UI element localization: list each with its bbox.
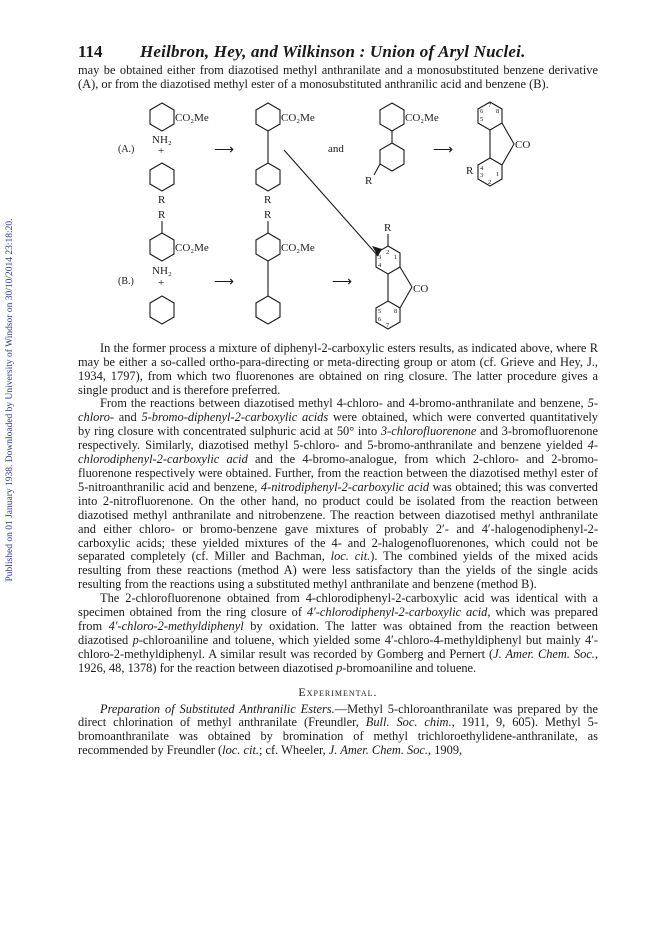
benzene-ring-b4 (256, 296, 280, 324)
paragraph-1: In the former process a mixture of diphenyl-2-carboxylic esters results, as indicated above, where R may be either a so-called ortho-para-directing or meta-directing group or atom (cf. Grieve and Hey, J., 1934, 1797), from which two fluorenones are obtained on ring closure. The latter procedure gives a single product and is therefore preferred. (78, 340, 598, 397)
and-text: and (328, 142, 344, 155)
italic-run: 5-chloro- (78, 396, 598, 425)
text-run: -bromoaniline and toluene. (342, 660, 477, 675)
paragraph-2 (78, 397, 598, 592)
text-run: The 2-chlorofluorenone obtained from 4-chlorodiphenyl-2-carboxylic acid was identical with a specimen obtained from the ring closure of (78, 591, 598, 620)
italic-run: 4′-chlorodiphenyl-2-carboxylic acid (306, 605, 488, 620)
fluorenone-bond (502, 144, 514, 165)
co-b: CO (413, 282, 429, 295)
paragraph-4 (78, 703, 598, 759)
text-run: and (114, 410, 142, 425)
arrow-b2: ⟶ (332, 274, 353, 290)
fluorenone-bond (400, 267, 412, 287)
arrow-b1: ⟶ (214, 274, 235, 290)
fluorenone-bond (400, 287, 412, 308)
benzene-ring-a6 (380, 143, 404, 171)
text-run: , which was prepared from (78, 605, 598, 633)
italic-run: 4-chlorodiphenyl-2-carboxylic acid (78, 438, 598, 467)
benzene-ring-a5 (380, 103, 404, 131)
text-run: , 1926, 48, 1378) for the reaction between diazotised (78, 646, 598, 675)
italic-run: J. Amer. Chem. Soc. (328, 743, 429, 758)
text-run: and 3-bromofluorenone respectively. Similarly, diazotised methyl 5-chloro- and 5-bromo-anthranilate and benzene yielded (78, 424, 598, 453)
text-run: -chloroaniline and toluene, which yielded some 4′-chloro-4-methyldiphenyl but mainly 4′-chloro-2-methyldiphenyl. A similar result was recorded by Gomberg and Pernert ( (78, 632, 598, 661)
nh2-a1: NH₂ (152, 133, 172, 146)
r-b1: R (158, 208, 166, 221)
download-notice: Published on 01 January 1938. Downloaded by University of Windsor on 30/10/2014 23:18:20. (5, 218, 15, 582)
italic-run: p (336, 660, 343, 675)
benzene-ring-b3 (256, 233, 280, 261)
pos-5: 5 (378, 307, 382, 315)
r-fluorenone-b: R (384, 221, 392, 234)
text-run: was obtained; this was converted into 2-nitrofluorenone. On the other hand, no product could be isolated from the reaction between diazotised methyl anthranilate and nitrobenzene. The reaction between diazotised methyl anthranilate and either chloro- or bromo-benzene gave mixtures of probably 2′- and 4′-halogenodiphenyl-2-carboxylic acids; these yielded mixtures of the 4- and 2-halogenofluorenones, which could not be separated completely (cf. Miller and Bachman, (78, 479, 598, 564)
benzene-ring-b1 (150, 233, 174, 261)
pos-8: 8 (496, 107, 500, 115)
pos-7: 7 (386, 321, 390, 329)
pos-3: 3 (480, 171, 484, 179)
pos-8: 8 (394, 307, 398, 315)
r-fluorenone-a: R (466, 164, 474, 177)
pos-1: 1 (496, 170, 500, 178)
pos-2: 2 (488, 178, 492, 186)
benzene-ring-a2 (150, 163, 174, 191)
italic-run: Bull. Soc. chim. (365, 715, 452, 730)
co-a: CO (515, 138, 531, 151)
benzene-ring-a1 (150, 103, 174, 131)
reaction-scheme (78, 96, 598, 340)
pos-4: 4 (480, 164, 484, 172)
italic-run: 5-bromo-diphenyl-2-carboxylic acids (141, 410, 329, 425)
label-a: (A.) (118, 143, 135, 155)
text-run: From the reactions between diazotised methyl 4-chloro- and 4-bromo-anthranilate and benzene, (100, 396, 588, 411)
nh2-b1: NH₂ (152, 264, 172, 277)
download-watermark (2, 140, 18, 660)
co2me-a5: CO₂Me (405, 111, 439, 124)
italic-run: loc. cit. (222, 743, 259, 758)
substituent-bond (374, 164, 380, 175)
plus-b: + (158, 276, 165, 289)
pos-1: 1 (394, 253, 398, 261)
pos-6: 6 (480, 107, 484, 115)
running-title: Heilbron, Hey, and Wilkinson : Union of Aryl Nuclei. (140, 42, 526, 61)
italic-run: 3-chlorofluorenone (380, 424, 477, 439)
page-number: 114 (78, 42, 103, 61)
page-header (78, 42, 598, 64)
co2me-b3: CO₂Me (281, 241, 315, 254)
arrow-a2: ⟶ (433, 142, 454, 158)
r-b3: R (264, 208, 272, 221)
pos-6: 6 (378, 315, 382, 323)
fluorenone-bond (502, 123, 514, 144)
pos-7: 7 (488, 101, 492, 109)
text-run: —Methyl 5-chloroanthranilate was prepared by the direct chlorination of methyl anthranilate (Freundler, (78, 701, 598, 730)
benzene-ring-b2 (150, 296, 174, 324)
text-run: , 1911, 9, 605). Methyl 5-bromoanthranilate was obtained by bromination of methyl trichloroethylidene-anthranilate, as recommended by Freundler ( (78, 715, 598, 758)
label-b: (B.) (118, 275, 134, 287)
pos-4: 4 (378, 261, 382, 269)
co2me-b1: CO₂Me (175, 241, 209, 254)
text-run: ). The combined yields of the mixed acids resulting from these reactions (method A) were less satisfactory than the yields of the single acids resulting from the reactions using a substituted methyl anthranilate and benzene (method B). (78, 549, 598, 592)
italic-run: Preparation of Substituted Anthranilic Esters. (100, 701, 335, 716)
italic-run: 4′-chloro-2-methyldiphenyl (108, 618, 244, 633)
arrow-a1: ⟶ (214, 142, 235, 158)
page (78, 42, 598, 758)
italic-run: loc. cit. (330, 549, 371, 564)
text-run: by oxidation. The latter was obtained from the reaction between diazotised (78, 618, 598, 647)
paragraph-3 (78, 592, 598, 675)
text-run: were obtained, which were converted quantitatively by ring closure with concentrated sulphuric acid at 50° into (78, 410, 598, 439)
co2me-a3: CO₂Me (281, 111, 315, 124)
section-heading: Experimental. (298, 684, 378, 699)
text-run: and the 4-bromo-analogue, from which 2-chloro- and 2-bromo-fluorenone respectively were obtained. Further, from the reaction between the diazotised methyl ester of 5-nitroanthranilic acid and benzene, (78, 452, 598, 494)
co2me-a1: CO₂Me (175, 111, 209, 124)
diagonal-arrow-line (284, 150, 378, 256)
italic-run: 4-nitrodiphenyl-2-carboxylic acid (260, 479, 430, 494)
text-run: , 1909, (428, 743, 463, 758)
benzene-ring-a3 (256, 103, 280, 131)
r-a4: R (264, 193, 272, 206)
benzene-ring-a4 (256, 163, 280, 191)
reaction-scheme-svg (78, 96, 598, 340)
italic-run: p (132, 632, 139, 647)
intro-paragraph: may be obtained either from diazotised methyl anthranilate and a monosubstituted benzene derivative (A), or from the diazotised methyl ester of a monosubstituted anthranilic acid and benzene (B). (78, 63, 598, 91)
pos-3: 3 (378, 253, 382, 261)
r-a2: R (158, 193, 166, 206)
r-a6: R (365, 174, 373, 187)
pos-5: 5 (480, 115, 484, 123)
text-run: ; cf. Wheeler, (259, 743, 329, 758)
pos-2: 2 (386, 248, 390, 256)
italic-run: J. Amer. Chem. Soc. (493, 646, 595, 661)
plus-a: + (158, 144, 165, 157)
